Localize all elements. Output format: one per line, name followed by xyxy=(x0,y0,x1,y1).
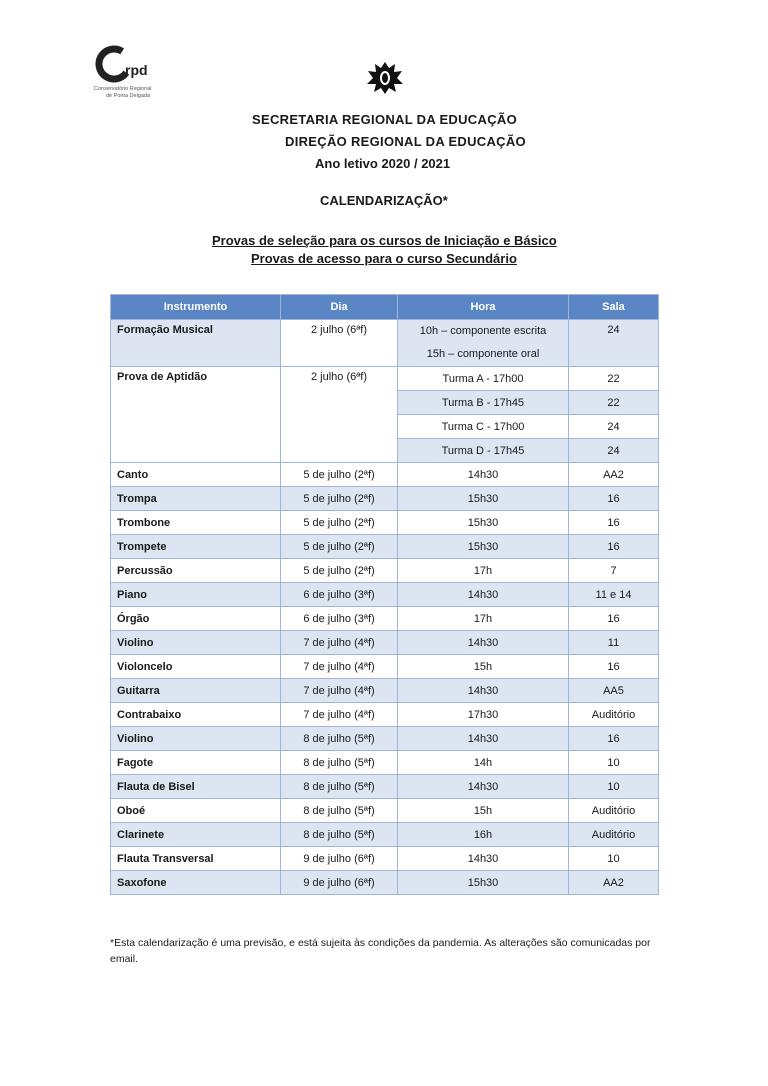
cell-dia: 7 de julho (4ªf) xyxy=(281,655,398,679)
school-year: Ano letivo 2020 / 2021 xyxy=(315,156,451,171)
cell-hora: 15h30 xyxy=(398,511,569,535)
table-row xyxy=(111,655,659,679)
cell-dia: 2 julho (6ªf) xyxy=(281,367,398,463)
cell-instrumento: Trompa xyxy=(111,487,281,511)
hora-written: 10h – componente escrita xyxy=(419,325,547,337)
cell-hora: 14h30 xyxy=(398,775,569,799)
cell-hora: 14h30 xyxy=(398,679,569,703)
cell-hora: Turma C - 17h00 xyxy=(398,415,569,439)
cell-dia: 5 de julho (2ªf) xyxy=(281,535,398,559)
subtitle-2: Provas de acesso para o curso Secundário xyxy=(251,251,517,266)
cell-instrumento: Percussão xyxy=(111,559,281,583)
cell-instrumento: Violoncelo xyxy=(111,655,281,679)
cell-instrumento: Trompete xyxy=(111,535,281,559)
cell-instrumento: Contrabaixo xyxy=(111,703,281,727)
cell-dia: 5 de julho (2ªf) xyxy=(281,463,398,487)
footnote: *Esta calendarização é uma previsão, e está sujeita às condições da pandemia. As alterações são comunicadas por email. xyxy=(110,937,651,965)
cell-hora: 15h30 xyxy=(398,487,569,511)
cell-sala: 16 xyxy=(569,511,659,535)
cell-sala: Auditório xyxy=(569,703,659,727)
cell-instrumento: Fagote xyxy=(111,751,281,775)
cell-dia: 9 de julho (6ªf) xyxy=(281,847,398,871)
cell-dia: 6 de julho (3ªf) xyxy=(281,607,398,631)
cell-instrumento: Piano xyxy=(111,583,281,607)
logo-line-2: de Ponta Delgada xyxy=(106,93,151,99)
subtitle-1: Provas de seleção para os cursos de Iniciação e Básico xyxy=(212,233,557,248)
conservatorio-logo xyxy=(94,42,184,106)
cell-dia: 8 de julho (5ªf) xyxy=(281,727,398,751)
table-row xyxy=(111,679,659,703)
cell-sala: 16 xyxy=(569,607,659,631)
cell-dia: 6 de julho (3ªf) xyxy=(281,583,398,607)
cell-dia: 5 de julho (2ªf) xyxy=(281,487,398,511)
cell-sala: 10 xyxy=(569,775,659,799)
cell-sala: AA5 xyxy=(569,679,659,703)
logo-caption xyxy=(94,86,184,100)
cell-sala: 24 xyxy=(569,439,659,463)
cell-dia: 8 de julho (5ªf) xyxy=(281,799,398,823)
hora-oral: 15h – componente oral xyxy=(426,348,540,360)
cell-instrumento: Prova de Aptidão xyxy=(111,367,281,463)
cell-sala: 11 e 14 xyxy=(569,583,659,607)
cell-instrumento: Flauta Transversal xyxy=(111,847,281,871)
cell-hora: 14h30 xyxy=(398,727,569,751)
cell-hora: 15h30 xyxy=(398,535,569,559)
header-line-1: SECRETARIA REGIONAL DA EDUCAÇÃO xyxy=(252,112,517,127)
cell-instrumento: Canto xyxy=(111,463,281,487)
cell-instrumento: Órgão xyxy=(111,607,281,631)
schedule-table xyxy=(110,294,659,895)
table-row xyxy=(111,367,659,391)
table-row xyxy=(111,703,659,727)
table-row xyxy=(111,847,659,871)
cell-instrumento: Guitarra xyxy=(111,679,281,703)
table-row xyxy=(111,583,659,607)
table-row xyxy=(111,559,659,583)
cell-hora: 15h30 xyxy=(398,871,569,895)
cell-sala: 24 xyxy=(569,320,659,367)
cell-dia: 5 de julho (2ªf) xyxy=(281,559,398,583)
cell-sala: 16 xyxy=(569,535,659,559)
cell-dia: 8 de julho (5ªf) xyxy=(281,775,398,799)
cell-hora: Turma D - 17h45 xyxy=(398,439,569,463)
cell-sala: 16 xyxy=(569,727,659,751)
cell-dia: 7 de julho (4ªf) xyxy=(281,679,398,703)
svg-text:rpd: rpd xyxy=(125,62,148,78)
cell-hora: 17h xyxy=(398,559,569,583)
cell-sala: 11 xyxy=(569,631,659,655)
cell-dia: 9 de julho (6ªf) xyxy=(281,871,398,895)
cell-sala: 16 xyxy=(569,487,659,511)
table-row xyxy=(111,631,659,655)
cell-instrumento: Flauta de Bisel xyxy=(111,775,281,799)
coat-of-arms-icon xyxy=(365,60,405,96)
cell-dia: 7 de julho (4ªf) xyxy=(281,703,398,727)
cell-hora: 14h30 xyxy=(398,631,569,655)
cell-sala: Auditório xyxy=(569,823,659,847)
cell-instrumento: Violino xyxy=(111,631,281,655)
table-row xyxy=(111,775,659,799)
page-title: CALENDARIZAÇÃO* xyxy=(320,193,448,208)
cell-sala: AA2 xyxy=(569,871,659,895)
cell-hora: 15h xyxy=(398,655,569,679)
table-row xyxy=(111,823,659,847)
table-row xyxy=(111,607,659,631)
header-line-2: DIREÇÃO REGIONAL DA EDUCAÇÃO xyxy=(285,134,526,149)
cell-hora: 15h xyxy=(398,799,569,823)
cell-sala: 16 xyxy=(569,655,659,679)
cell-instrumento: Oboé xyxy=(111,799,281,823)
table-row xyxy=(111,751,659,775)
table-row xyxy=(111,535,659,559)
col-header-hora: Hora xyxy=(398,295,569,320)
cell-instrumento: Formação Musical xyxy=(111,320,281,367)
table-header-row xyxy=(111,295,659,320)
cell-dia: 5 de julho (2ªf) xyxy=(281,511,398,535)
cell-sala: 24 xyxy=(569,415,659,439)
cell-dia: 8 de julho (5ªf) xyxy=(281,823,398,847)
cell-sala: 10 xyxy=(569,847,659,871)
table-row xyxy=(111,463,659,487)
table-row xyxy=(111,320,659,367)
table-row xyxy=(111,799,659,823)
cell-hora: 17h xyxy=(398,607,569,631)
cell-instrumento: Violino xyxy=(111,727,281,751)
cell-dia: 8 de julho (5ªf) xyxy=(281,751,398,775)
cell-dia: 7 de julho (4ªf) xyxy=(281,631,398,655)
logo-line-1: Conservatório Regional xyxy=(94,86,152,92)
cell-instrumento: Trombone xyxy=(111,511,281,535)
crpd-logo-mark xyxy=(94,42,158,86)
table-row xyxy=(111,511,659,535)
cell-hora: 14h30 xyxy=(398,583,569,607)
cell-hora: 16h xyxy=(398,823,569,847)
cell-hora: 14h30 xyxy=(398,847,569,871)
cell-sala: Auditório xyxy=(569,799,659,823)
col-header-sala: Sala xyxy=(569,295,659,320)
col-header-dia: Dia xyxy=(281,295,398,320)
col-header-instrumento: Instrumento xyxy=(111,295,281,320)
cell-hora: Turma A - 17h00 xyxy=(398,367,569,391)
cell-sala: 10 xyxy=(569,751,659,775)
table-row xyxy=(111,871,659,895)
cell-instrumento: Clarinete xyxy=(111,823,281,847)
cell-hora xyxy=(398,320,569,367)
cell-sala: 22 xyxy=(569,391,659,415)
cell-instrumento: Saxofone xyxy=(111,871,281,895)
cell-sala: AA2 xyxy=(569,463,659,487)
cell-hora: 17h30 xyxy=(398,703,569,727)
cell-hora: Turma B - 17h45 xyxy=(398,391,569,415)
table-row xyxy=(111,727,659,751)
cell-sala: 22 xyxy=(569,367,659,391)
cell-dia: 2 julho (6ªf) xyxy=(281,320,398,367)
cell-hora: 14h30 xyxy=(398,463,569,487)
table-row xyxy=(111,487,659,511)
cell-hora: 14h xyxy=(398,751,569,775)
cell-sala: 7 xyxy=(569,559,659,583)
